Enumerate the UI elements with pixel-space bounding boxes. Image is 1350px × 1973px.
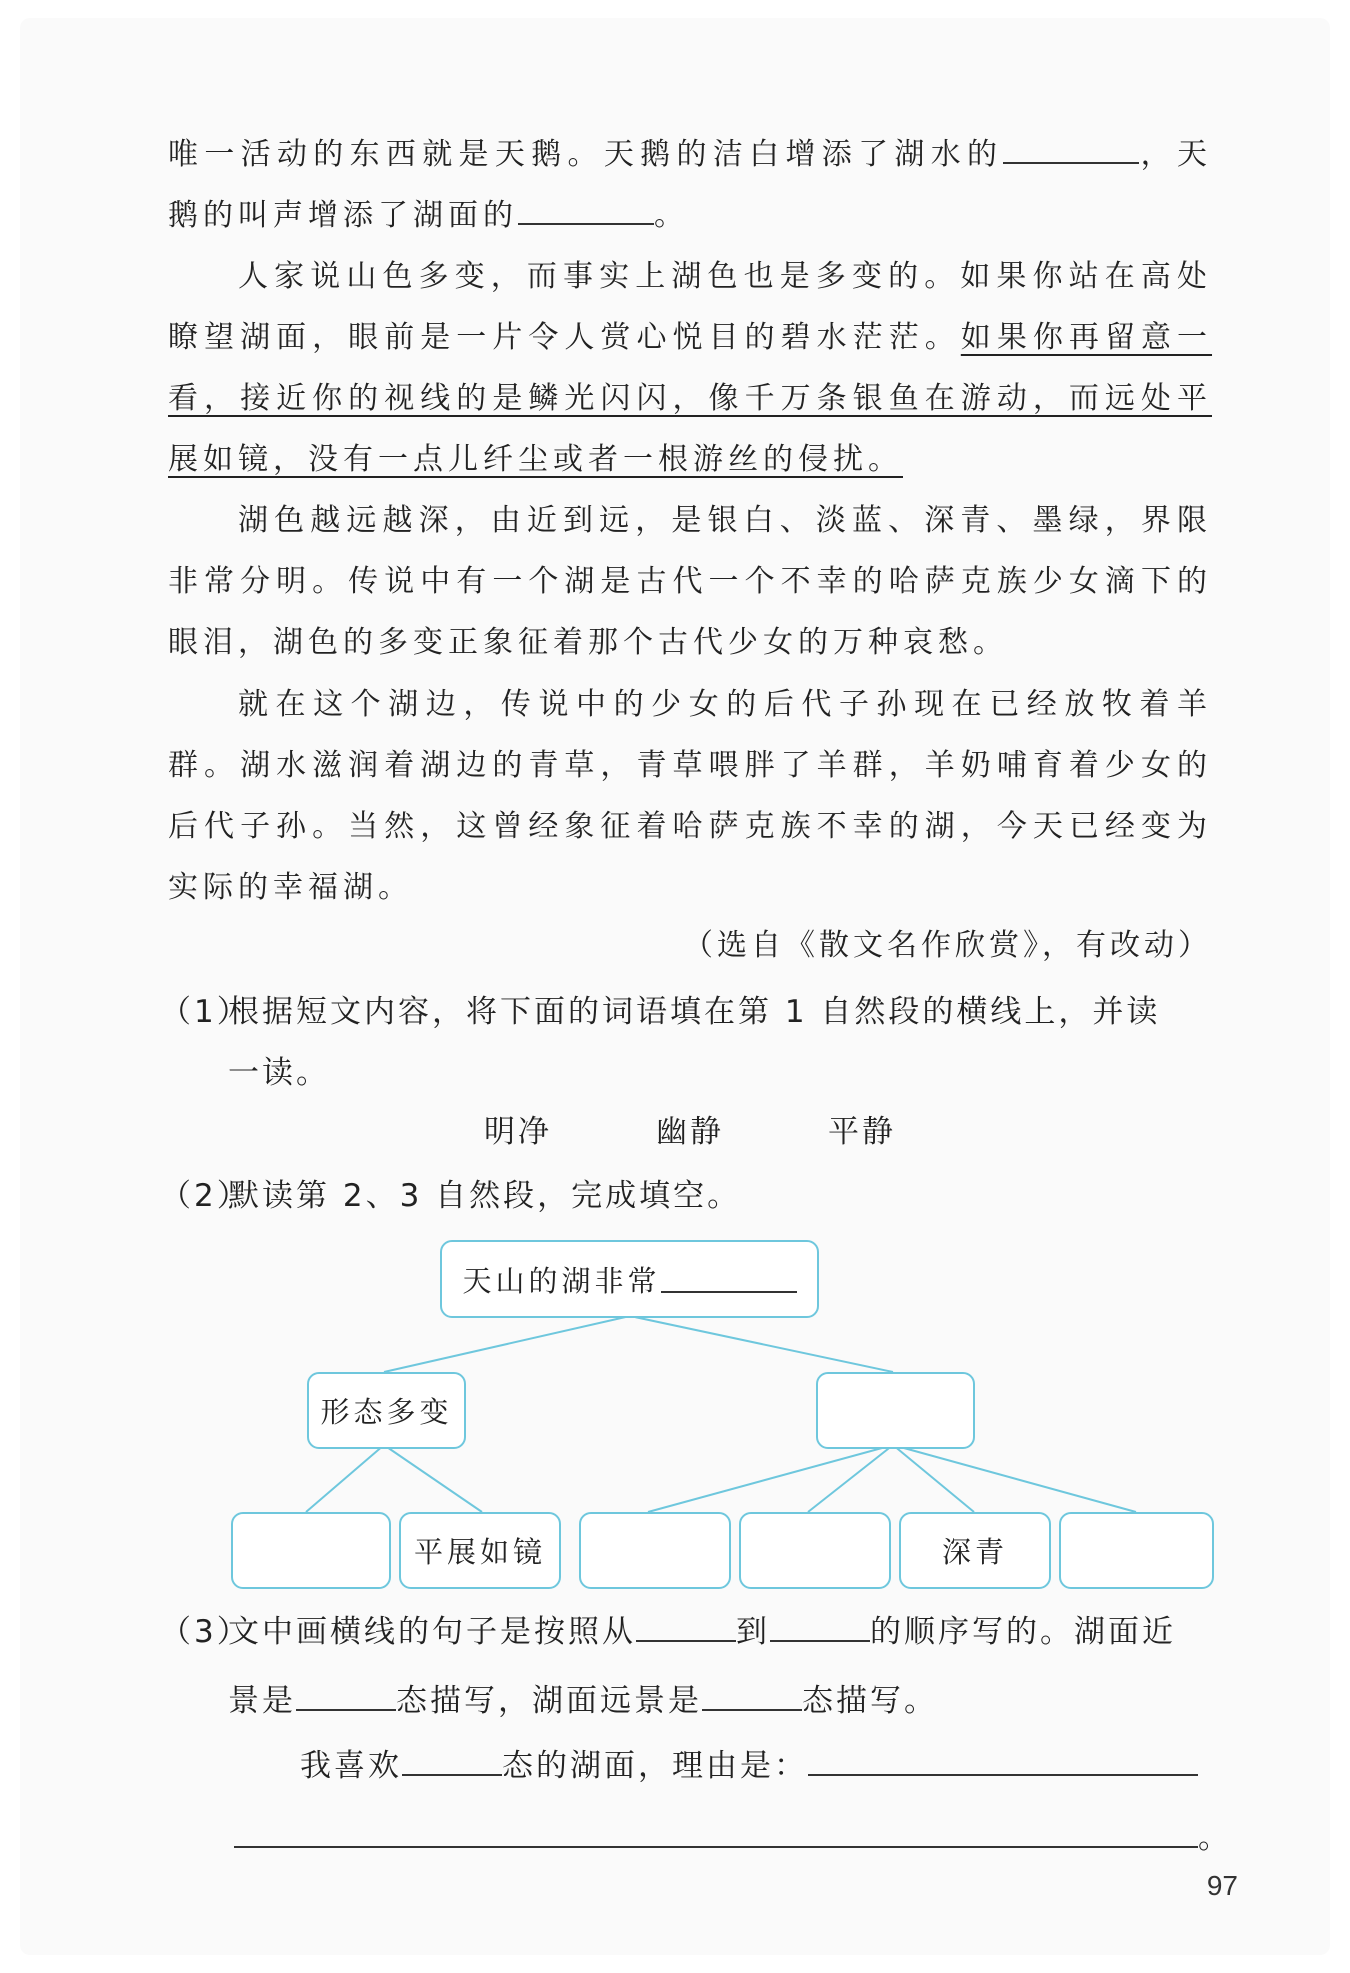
underlined-sentence: 如果你再留意一看，接近你的视线的是鳞光闪闪，像千万条银鱼在游动，而远处平展如镜，没有一点儿纤尘或者一根游丝的侵扰。 — [168, 320, 1213, 477]
diagram-leaf-6[interactable] — [1059, 1512, 1214, 1589]
page-number: 97 — [1206, 1870, 1238, 1901]
q3-text-b: 到 — [736, 1614, 770, 1650]
q1-number: （1） — [160, 994, 251, 1030]
q3-text-g: 我喜欢 — [300, 1748, 402, 1784]
q1-text: 根据短文内容，将下面的词语填在第 1 自然段的横线上，并读 — [228, 994, 1161, 1030]
q3-blank-2[interactable] — [770, 1614, 870, 1642]
diagram-right-box[interactable] — [816, 1372, 975, 1449]
q3-text-a: 文中画横线的句子是按照从 — [228, 1614, 636, 1650]
paragraph-3: 湖色越远越深，由近到远，是银白、淡蓝、深青、墨绿，界限非常分明。传说中有一个湖是古代一个不幸的哈萨克族少女滴下的眼泪，湖色的多变正象征着那个古代少女的万种哀愁。 — [168, 503, 1212, 660]
q3-text-c: 的顺序写的。湖面近 — [870, 1614, 1176, 1650]
q3-reason-blank-1[interactable] — [808, 1748, 1198, 1776]
p1-text-b: ，天鹅的叫声增添了湖面的 — [168, 137, 1212, 233]
paragraph-4: 就在这个湖边，传说中的少女的后代子孙现在已经放牧着羊群。湖水滋润着湖边的青草，青草喂胖了羊群，羊奶哺育着少女的后代子孙。当然，这曾经象征着哈萨克族不幸的湖，今天已经变为实际的幸福湖。 — [168, 687, 1212, 905]
q3-preference-line — [300, 1736, 1198, 1797]
source-citation: （选自《散文名作欣赏》，有改动） — [683, 928, 1212, 963]
q3-text-h: 态的湖面，理由是： — [502, 1748, 808, 1784]
q3-blank-5[interactable] — [402, 1748, 502, 1776]
q3-blank-3[interactable] — [296, 1683, 396, 1711]
diagram-leaf-5 — [899, 1512, 1051, 1589]
q3-text-f: 态描写。 — [802, 1683, 938, 1719]
question-3 — [160, 1598, 1176, 1736]
q3-text-d: 景是 — [228, 1683, 296, 1719]
q3-text-e: 态描写，湖面远景是 — [396, 1683, 702, 1719]
diagram-root-box — [440, 1240, 819, 1318]
q3-blank-1[interactable] — [636, 1614, 736, 1642]
q2-number: （2） — [160, 1178, 251, 1214]
word-option-2[interactable]: 幽静 — [656, 1114, 724, 1150]
word-option-3[interactable]: 平静 — [828, 1114, 896, 1150]
word-option-1[interactable]: 明净 — [484, 1114, 552, 1150]
p2-text: 人家说山色多变，而事实上湖色也是多变的。如果你站在高处瞭望湖面，眼前是一片令人赏心悦目的碧水茫茫。 — [168, 259, 1212, 355]
diagram-leaf-1[interactable] — [231, 1512, 391, 1589]
p1-text-a: 唯一活动的东西就是天鹅。天鹅的洁白增添了湖水的 — [168, 137, 1004, 172]
q3-text-end: 。 — [1198, 1820, 1232, 1856]
diagram-left-box — [307, 1372, 466, 1449]
diagram-leaf-3[interactable] — [579, 1512, 731, 1589]
p1-text-c: 。 — [654, 198, 689, 233]
leaf-5-text: 深青 — [941, 1535, 1008, 1569]
q3-number: （3） — [160, 1614, 251, 1650]
q3-reason-line-2 — [234, 1808, 1232, 1869]
q3-blank-4[interactable] — [702, 1683, 802, 1711]
diagram-leaf-2 — [399, 1512, 561, 1589]
diagram-root-text: 天山的湖非常 — [462, 1263, 661, 1298]
leaf-2-text: 平展如镜 — [413, 1535, 546, 1569]
diagram-left-text: 形态多变 — [320, 1395, 453, 1429]
q1-text-2: 一读。 — [228, 1055, 330, 1091]
q2-text: 默读第 2、3 自然段，完成填空。 — [228, 1178, 742, 1214]
diagram-leaf-4[interactable] — [739, 1512, 891, 1589]
q3-reason-blank-2[interactable] — [234, 1820, 1198, 1848]
diagram-root-blank[interactable] — [661, 1265, 797, 1293]
